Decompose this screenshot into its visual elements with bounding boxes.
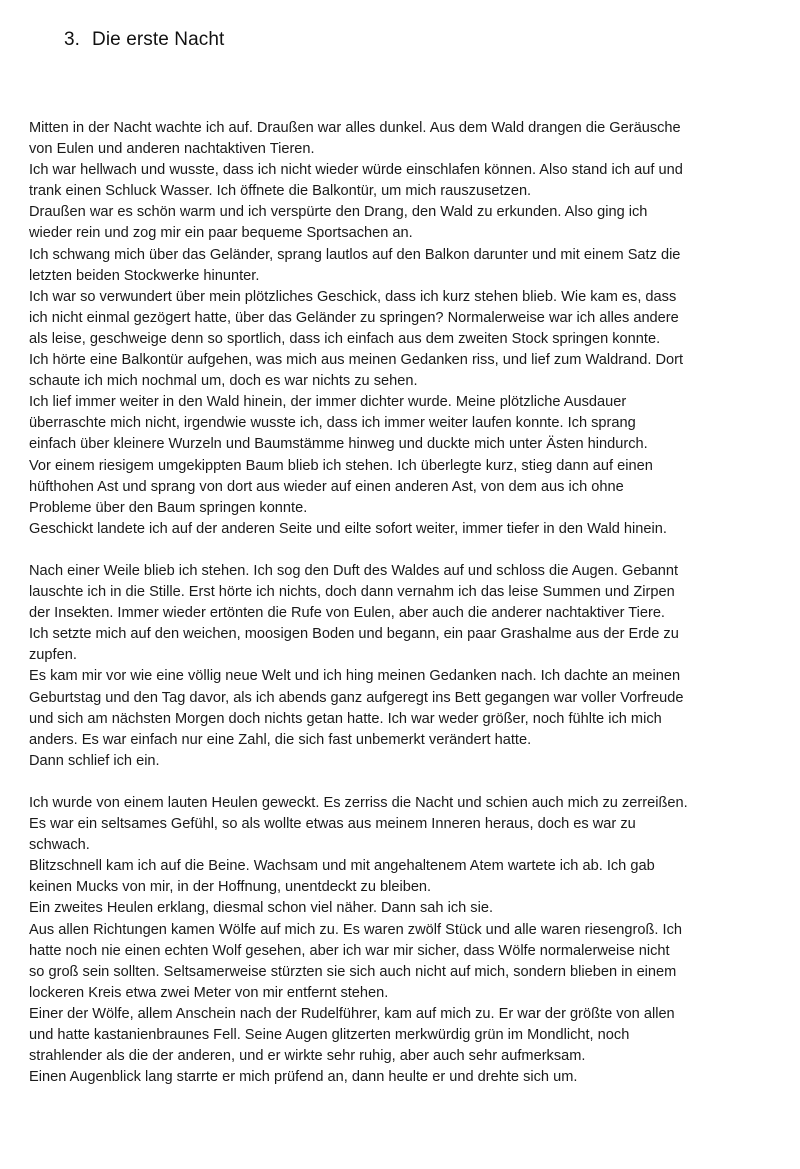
text-line: Es kam mir vor wie eine völlig neue Welt und ich hing meinen Gedanken nach. Ich dachte an meinen xyxy=(29,668,681,685)
text-line: Dann schlief ich ein. xyxy=(29,752,160,769)
text-line: Mitten in der Nacht wachte ich auf. Draußen war alles dunkel. Aus dem Wald drangen die Geräusche xyxy=(29,120,681,136)
text-line: keinen Mucks von mir, in der Hoffnung, unentdeckt zu bleiben. xyxy=(29,879,432,896)
text-line: Ich war so verwundert über mein plötzliches Geschick, dass ich kurz stehen blieb. Wie kam es, dass xyxy=(29,288,677,305)
text-line: Blitzschnell kam ich auf die Beine. Wachsam und mit angehaltenem Atem wartete ich ab. Ich gab xyxy=(29,858,655,875)
text-line: Probleme über den Baum springen konnte. xyxy=(29,499,308,516)
text-line: wieder rein und zog mir ein paar bequeme Sportsachen an. xyxy=(29,225,413,242)
text-line: schaute ich mich nochmal um, doch es war nichts zu sehen. xyxy=(29,373,418,390)
text-line: Geschickt landete ich auf der anderen Seite und eilte sofort weiter, immer tiefer in den Wald hinein. xyxy=(29,520,667,537)
text-line: Aus allen Richtungen kamen Wölfe auf mich zu. Es waren zwölf Stück und alle waren riesengroß. Ich xyxy=(29,921,682,938)
text-line: der Insekten. Immer wieder ertönten die Rufe von Eulen, aber auch die anderer nachtaktiver Tiere. xyxy=(29,605,665,622)
chapter-heading xyxy=(64,28,224,52)
text-line: Draußen war es schön warm und ich verspürte den Drang, den Wald zu erkunden. Also ging ich xyxy=(29,204,648,221)
paragraph xyxy=(29,561,789,772)
paragraph-gap xyxy=(29,772,789,793)
text-line: zupfen. xyxy=(29,647,77,664)
text-line: als leise, geschweige denn so sportlich, dass ich einfach aus dem zweiten Stock springen konnte. xyxy=(29,330,661,347)
text-line: lockeren Kreis etwa zwei Meter von mir entfernt stehen. xyxy=(29,984,389,1001)
text-line: Ich wurde von einem lauten Heulen geweckt. Es zerriss die Nacht und schien auch mich zu zerreißen. xyxy=(29,795,688,811)
text-line: und sich am nächsten Morgen doch nichts getan hatte. Ich war weder größer, noch fühlte ich mich xyxy=(29,710,662,727)
paragraph xyxy=(29,793,789,1088)
text-line: Vor einem riesigem umgekippten Baum blieb ich stehen. Ich überlegte kurz, stieg dann auf einen xyxy=(29,457,653,474)
text-line: trank einen Schluck Wasser. Ich öffnete die Balkontür, um mich rauszusetzen. xyxy=(29,183,532,200)
text-line: hüfthohen Ast und sprang von dort aus wieder auf einen anderen Ast, von dem aus ich ohne xyxy=(29,478,624,495)
text-line: Ein zweites Heulen erklang, diesmal schon viel näher. Dann sah ich sie. xyxy=(29,900,494,917)
text-line: von Eulen und anderen nachtaktiven Tieren. xyxy=(29,141,315,158)
text-line: einfach über kleinere Wurzeln und Baumstämme hinweg und duckte mich unter Ästen hindurch. xyxy=(29,436,648,453)
text-line: Ich hörte eine Balkontür aufgehen, was mich aus meinen Gedanken riss, und lief zum Waldrand. Dort xyxy=(29,352,684,369)
paragraph-gap xyxy=(29,540,789,561)
text-line: Ich lief immer weiter in den Wald hinein, der immer dichter wurde. Meine plötzliche Ausdauer xyxy=(29,394,627,411)
text-line: überraschte mich nicht, irgendwie wusste ich, dass ich immer weiter laufen konnte. Ich sprang xyxy=(29,415,636,432)
paragraph xyxy=(29,118,789,540)
chapter-body xyxy=(29,118,789,1088)
text-line: so groß sein sollten. Seltsamerweise stürzten sie sich auch nicht auf mich, sondern blieben in einem xyxy=(29,963,677,980)
text-line: Geburtstag und den Tag davor, als ich abends ganz aufgeregt ins Bett gegangen war voller Vorfreude xyxy=(29,689,684,706)
text-line: strahlender als die der anderen, und er wirkte sehr ruhig, aber auch sehr aufmerksam. xyxy=(29,1048,586,1065)
text-line: anders. Es war einfach nur eine Zahl, die sich fast unbemerkt verändert hatte. xyxy=(29,731,532,748)
chapter-number: 3. xyxy=(64,29,81,50)
text-line: und hatte kastanienbraunes Fell. Seine Augen glitzerten merkwürdig grün im Mondlicht, noch xyxy=(29,1027,630,1044)
text-line: ich nicht einmal gezögert hatte, über das Geländer zu springen? Normalerweise war ich alles andere xyxy=(29,309,679,326)
text-line: letzten beiden Stockwerke hinunter. xyxy=(29,267,260,284)
text-line: Einer der Wölfe, allem Anschein nach der Rudelführer, kam auf mich zu. Er war der größte von allen xyxy=(29,1005,675,1022)
text-line: Ich war hellwach und wusste, dass ich nicht wieder würde einschlafen können. Also stand ich auf und xyxy=(29,162,683,179)
text-line: Ich setzte mich auf den weichen, moosigen Boden und begann, ein paar Grashalme aus der Erde zu xyxy=(29,626,679,643)
text-line: hatte noch nie einen echten Wolf gesehen, aber ich war mir sicher, dass Wölfe normalerweise nicht xyxy=(29,942,670,959)
text-line: Es war ein seltsames Gefühl, so als wollte etwas aus meinem Inneren heraus, doch es war zu xyxy=(29,816,636,833)
text-line: Ich schwang mich über das Geländer, sprang lautlos auf den Balkon darunter und mit einem Satz die xyxy=(29,246,681,263)
text-line: schwach. xyxy=(29,837,90,854)
text-line: lauschte ich in die Stille. Erst hörte ich nichts, doch dann vernahm ich das leise Summen und Zirpen xyxy=(29,584,675,601)
text-line: Einen Augenblick lang starrte er mich prüfend an, dann heulte er und drehte sich um. xyxy=(29,1069,578,1086)
text-line: Nach einer Weile blieb ich stehen. Ich sog den Duft des Waldes auf und schloss die Augen. Gebannt xyxy=(29,562,679,579)
chapter-title: Die erste Nacht xyxy=(92,29,225,50)
